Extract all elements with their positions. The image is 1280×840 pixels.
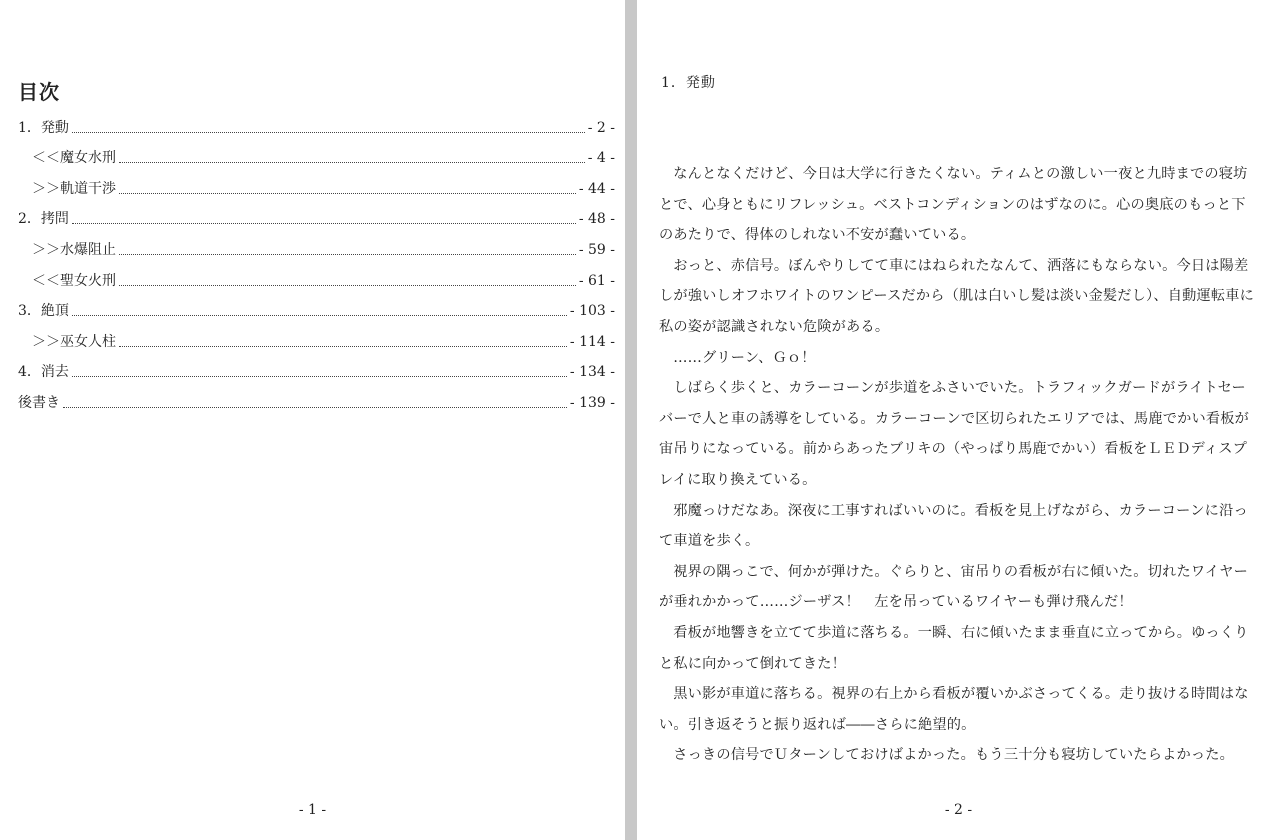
paragraph: 視界の隅っこで、何かが弾けた。ぐらりと、宙吊りの看板が右に傾いた。切れたワイヤーが垂れかかって……ジーザス！ 左を吊っているワイヤーも弾け飛んだ！: [659, 563, 1248, 611]
toc-entry-page: - 4 -: [587, 150, 615, 167]
toc-entry-page: - 139 -: [569, 394, 615, 411]
toc-entry[interactable]: [18, 107, 615, 138]
toc-entry-page: - 44 -: [578, 180, 615, 197]
toc-entry-label: 1．発動: [18, 119, 69, 136]
toc-entry[interactable]: [18, 138, 615, 169]
toc-entry-page: - 61 -: [578, 272, 615, 289]
paragraph: しばらく歩くと、カラーコーンが歩道をふさいでいた。トラフィックガードがライトセーバーで人と車の誘導をしている。カラーコーンで区切られたエリアでは、馬鹿でかい看板が宙吊りになっている。前からあったブリキの（やっぱり馬鹿でかい）看板をＬＥＤディスプレイに取り換えている。: [659, 380, 1250, 488]
toc-entry[interactable]: [18, 321, 615, 352]
chapter-heading: 1．発動: [661, 75, 716, 91]
toc-entry-label: 4．消去: [18, 364, 69, 381]
toc-entry-label: 後書き: [18, 394, 60, 411]
toc-entry-label: 2．拷問: [18, 211, 69, 228]
toc-entry-page: - 48 -: [578, 211, 615, 228]
toc-entry[interactable]: [18, 382, 615, 413]
paragraph: 黒い影が車道に落ちる。視界の右上から看板が覆いかぶさってくる。走り抜ける時間はない。引き返そうと振り返れば――さらに絶望的。: [659, 686, 1249, 733]
toc-entry-label: 3．絶頂: [18, 303, 69, 320]
toc-entry-label: ＞＞水爆阻止: [32, 241, 116, 258]
toc-entry-label: ＜＜魔女水刑: [32, 150, 116, 167]
paragraph: おっと、赤信号。ぼんやりしてて車にはねられたなんて、洒落にもならない。今日は陽差しが強いしオフホワイトのワンピースだから（肌は白いし髪は淡い金髪だし）、自動運転車に私の姿が認識されない危険がある。: [659, 257, 1255, 335]
toc-leader-dots: [72, 314, 567, 316]
page-number: - 2 -: [944, 802, 973, 818]
body-text: [659, 159, 1259, 771]
page-right: [637, 0, 1280, 840]
toc-entry[interactable]: [18, 352, 615, 383]
toc-leader-dots: [72, 131, 585, 133]
table-of-contents: [18, 107, 615, 413]
toc-entry-label: ＞＞軌道干渉: [32, 180, 116, 197]
toc-leader-dots: [119, 253, 576, 255]
toc-leader-dots: [72, 375, 567, 377]
toc-entry[interactable]: [18, 260, 615, 291]
paragraph: ……グリーン、Ｇｏ！: [673, 349, 816, 366]
toc-entry[interactable]: [18, 199, 615, 230]
toc-leader-dots: [119, 284, 576, 286]
toc-leader-dots: [72, 222, 576, 224]
toc-leader-dots: [119, 161, 585, 163]
toc-entry-page: - 103 -: [569, 303, 615, 320]
toc-title: 目次: [18, 80, 60, 104]
toc-entry-page: - 114 -: [569, 333, 615, 350]
toc-leader-dots: [119, 345, 567, 347]
paragraph: さっきの信号でＵターンしておけばよかった。もう三十分も寝坊していたらよかった。: [673, 747, 1235, 764]
toc-entry[interactable]: [18, 168, 615, 199]
paragraph: 看板が地響きを立てて歩道に落ちる。一瞬、右に傾いたまま垂直に立ってから。ゆっくりと私に向かって倒れてきた！: [659, 624, 1249, 672]
toc-leader-dots: [119, 192, 576, 194]
paragraph: 邪魔っけだなあ。深夜に工事すればいいのに。看板を見上げながら、カラーコーンに沿って車道を歩く。: [659, 502, 1248, 550]
toc-entry-page: - 2 -: [587, 119, 615, 136]
toc-entry-page: - 59 -: [578, 241, 615, 258]
toc-entry[interactable]: [18, 291, 615, 322]
paragraph: なんとなくだけど、今日は大学に行きたくない。ティムとの激しい一夜と九時までの寝坊とで、心身ともにリフレッシュ。ベストコンディションのはずなのに。心の奥底のもっと下のあたりで、得体のしれない不安が蠢いている。: [659, 166, 1248, 244]
page-number: - 1 -: [298, 802, 327, 818]
toc-entry-label: ＜＜聖女火刑: [32, 272, 116, 289]
page-left: [0, 0, 625, 840]
toc-entry[interactable]: [18, 229, 615, 260]
toc-leader-dots: [63, 406, 567, 408]
toc-entry-label: ＞＞巫女人柱: [32, 333, 116, 350]
toc-entry-page: - 134 -: [569, 364, 615, 381]
